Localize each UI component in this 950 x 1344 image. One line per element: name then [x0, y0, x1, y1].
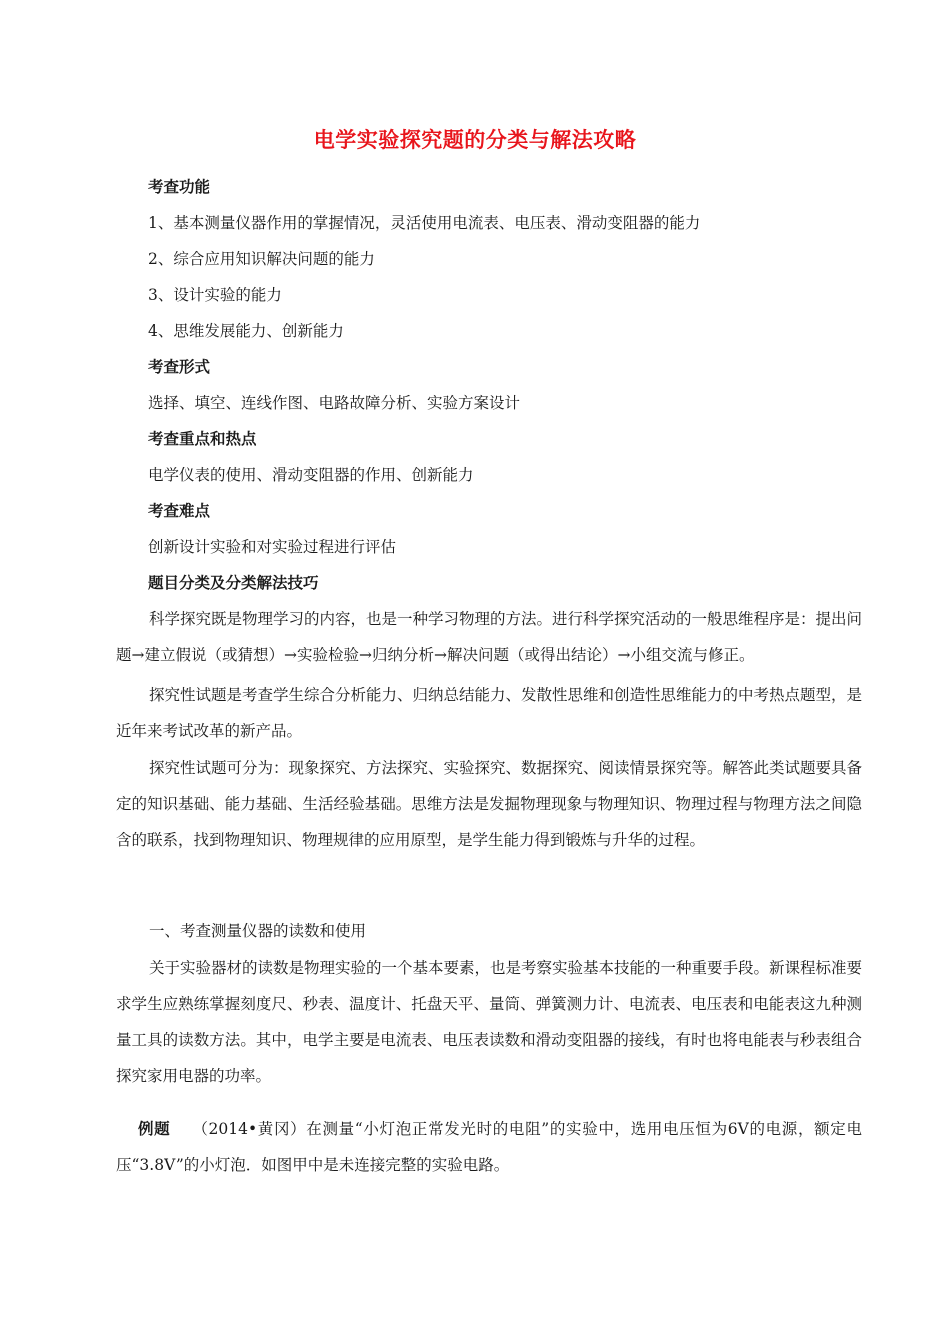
- difficulty-heading: 考查难点: [148, 501, 211, 520]
- category-heading: 题目分类及分类解法技巧: [148, 573, 319, 592]
- focus-heading: 考查重点和热点: [148, 429, 257, 448]
- subsection-heading: 一、考查测量仪器的读数和使用: [149, 922, 367, 940]
- function-item-3: 3、设计实验的能力: [148, 286, 282, 304]
- difficulty-text: 创新设计实验和对实验过程进行评估: [148, 538, 397, 556]
- function-heading: 考查功能: [148, 177, 211, 196]
- focus-text: 电学仪表的使用、滑动变阻器的作用、创新能力: [148, 466, 474, 484]
- example-block: [116, 1111, 862, 1183]
- example-label: 例题: [138, 1119, 171, 1138]
- function-item-4: 4、思维发展能力、创新能力: [148, 322, 344, 340]
- paragraph-exam-type: 探究性试题是考查学生综合分析能力、归纳总结能力、发散性思维和创造性思维能力的中考热点题型，是近年来考试改革的新产品。: [116, 686, 863, 740]
- paragraph-categories: 探究性试题可分为：现象探究、方法探究、实验探究、数据探究、阅读情景探究等。解答此类试题要具备定的知识基础、能力基础、生活经验基础。思维方法是发掘物理现象与物理知识、物理过程与物理方法之间隐含的联系，找到物理知识、物理规律的应用原型，是学生能力得到锻炼与升华的过程。: [116, 759, 863, 849]
- paragraph-instruments: 关于实验器材的读数是物理实验的一个基本要素，也是考察实验基本技能的一种重要手段。新课程标准要求学生应熟练掌握刻度尺、秒表、温度计、托盘天平、量筒、弹簧测力计、电流表、电压表和电能表这九种测量工具的读数方法。其中，电学主要是电流表、电压表读数和滑动变阻器的接线，有时也将电能表与秒表组合探究家用电器的功率。: [116, 959, 863, 1085]
- example-text: （2014•黄冈）在测量“小灯泡正常发光时的电阻”的实验中，选用电压恒为6V的电源，额定电压“3.8V”的小灯泡．如图甲中是未连接完整的实验电路。: [116, 1120, 862, 1174]
- function-item-1: 1、基本测量仪器作用的掌握情况，灵活使用电流表、电压表、滑动变阻器的能力: [148, 214, 701, 232]
- function-item-2: 2、综合应用知识解决问题的能力: [148, 250, 375, 268]
- paragraph-inquiry: 科学探究既是物理学习的内容，也是一种学习物理的方法。进行科学探究活动的一般思维程序是：提出问题→建立假说（或猜想）→实验检验→归纳分析→解决问题（或得出结论）→小组交流与修正。: [116, 610, 863, 664]
- document-title: 电学实验探究题的分类与解法攻略: [313, 127, 637, 152]
- form-heading: 考查形式: [148, 357, 211, 376]
- form-text: 选择、填空、连线作图、电路故障分析、实验方案设计: [148, 394, 521, 412]
